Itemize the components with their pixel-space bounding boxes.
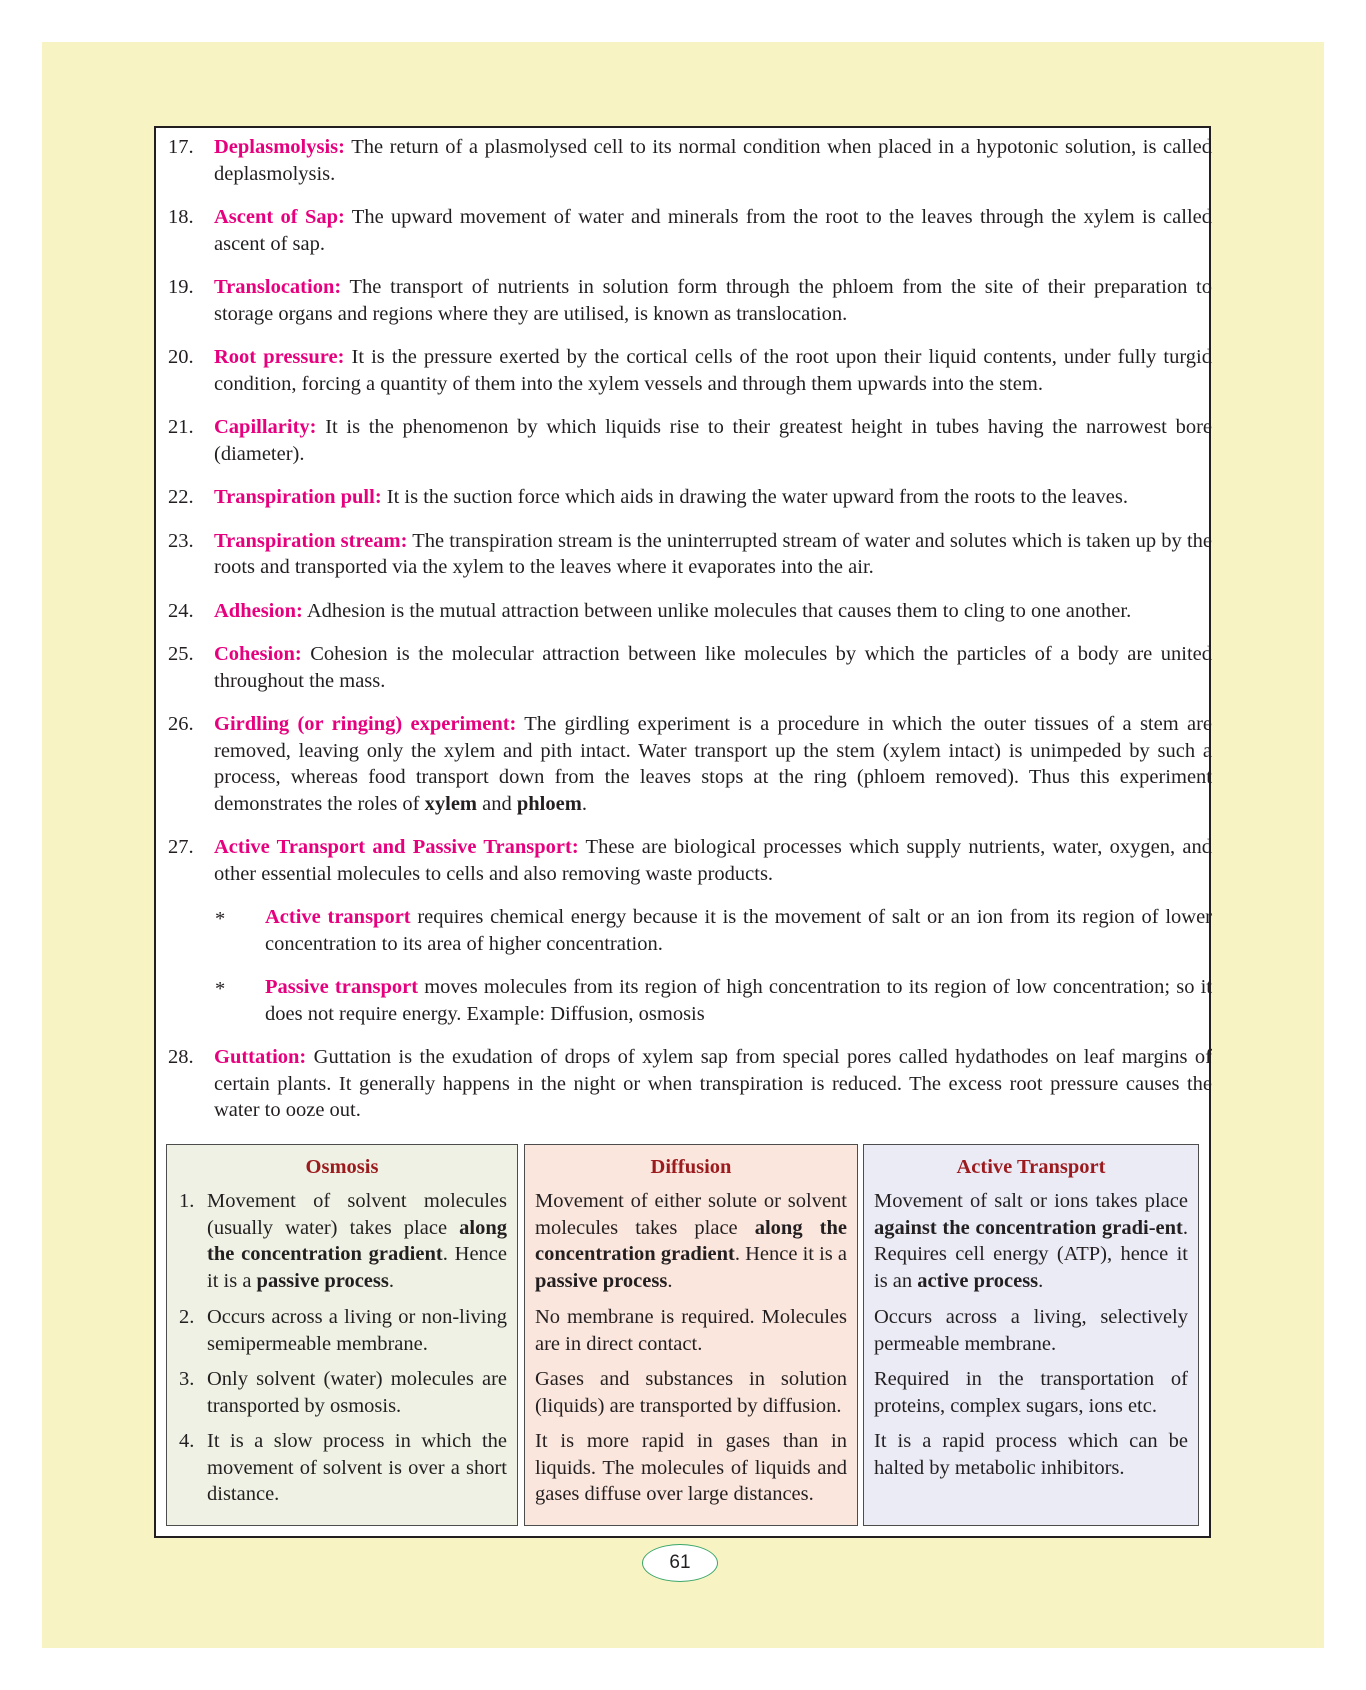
cell-text: . Hence it is a [207,1243,508,1292]
row-number: 4. [179,1430,195,1452]
sub-text: moves molecules from its region of high concentration to its region of low concentration; so it does not require energy. Example: Diffusion, osmosis [265,976,1212,1025]
osmosis-row-4 [177,1428,507,1508]
definition-term: Girdling (or ringing) experiment: [214,713,517,735]
definition-18 [166,204,1212,257]
definition-text: Cohesion is the molecular attraction between like molecules by which the particles of a body are united throughout the mass. [214,643,1212,692]
definition-term: Root pressure: [214,346,345,368]
definition-text: The upward movement of water and minerals from the root to the leaves through the xylem is called ascent of sap. [214,206,1212,255]
column-title: Diffusion [650,1156,732,1178]
cell-text: Gases and substances in solution (liquids) are transported by diffusion. [535,1368,847,1417]
definition-23 [166,528,1212,581]
sub-text: requires chemical energy because it is the movement of salt or an ion from its region of lower concentration to its area of higher concentration. [265,906,1212,955]
sub-term: Passive transport [265,976,419,998]
definition-number: 23. [168,529,194,552]
definition-text: It is the pressure exerted by the cortical cells of the root upon their liquid contents, under fully turgid condition, forcing a quantity of them into the xylem vessels and through them upwards into the stem. [214,346,1212,395]
content-panel [154,126,1211,1538]
osmosis-row-2 [177,1304,507,1356]
definition-text: Guttation is the exudation of drops of xylem sap from special pores called hydathodes on leaf margins of certain plants. It generally happens in the night or when transpiration is reduced. The excess root pressure causes the water to ooze out. [214,1046,1212,1121]
cell-text: . [388,1269,394,1292]
cell-text: Movement of either solute or solvent molecules takes place [535,1190,847,1239]
definition-text: It is the suction force which aids in drawing the water upward from the roots to the leaves. [381,486,1128,508]
active-row-4 [874,1428,1188,1481]
active-row-3 [874,1366,1188,1418]
sub-point-active-transport [166,904,1212,957]
definition-number: 25. [168,643,194,665]
diffusion-row-3 [535,1366,847,1418]
definition-21 [166,414,1212,467]
cell-text: Occurs across a living or non-living semipermeable membrane. [207,1306,507,1355]
definition-number: 17. [168,136,194,158]
cell-text: . Requires cell energy (ATP), hence it is an [874,1216,1188,1292]
definition-26 [166,711,1212,817]
active-row-2 [874,1304,1188,1356]
definition-term: Ascent of Sap: [214,206,345,228]
cell-text: . [667,1269,673,1292]
cell-text: Movement of solvent molecules (usually water) takes place [207,1190,507,1239]
definition-text-mid: and [477,792,517,815]
definition-term: Translocation: [214,276,342,298]
definition-term: Cohesion: [214,643,302,665]
sub-term: Active transport [265,906,411,928]
cell-bold: along the concentration gradient [207,1216,507,1265]
definition-term: Capillarity: [214,416,317,438]
cell-bold: against the concentration gradi-ent [874,1216,1183,1239]
definition-text: The transport of nutrients in solution form through the phloem from the site of their preparation to storage organs and regions where they are utilised, is known as translocation. [214,276,1212,325]
definition-text: The transpiration stream is the uninterrupted stream of water and solutes which is taken up by the roots and transported via the xylem to the leaves where it evaporates into the air. [214,529,1212,578]
definition-term: Deplasmolysis: [214,136,345,158]
sub-point-passive-transport [166,974,1212,1027]
definition-number: 19. [168,276,194,298]
active-transport-column [863,1144,1199,1526]
definition-27 [166,834,1212,887]
definition-text-end: . [581,792,587,815]
definition-20 [166,344,1212,397]
osmosis-row-1 [177,1188,507,1294]
cell-text: Required in the transportation of proteins, complex sugars, ions etc. [874,1368,1188,1417]
cell-text: Movement of salt or ions takes place [874,1190,1188,1212]
page-number: 61 [642,1544,718,1582]
definition-text: It is the phenomenon by which liquids rise to their greatest height in tubes having the narrowest bore (diameter). [214,416,1212,465]
column-title: Osmosis [305,1156,379,1178]
cell-text: . Hence it is a [734,1243,847,1265]
cell-bold: passive process [535,1269,668,1292]
definition-text: These are biological processes which supply nutrients, water, oxygen, and other essential molecules to cells and also removing waste products. [214,836,1212,885]
definition-number: 20. [168,346,194,368]
definition-25 [166,641,1212,694]
bullet-star: * [215,908,226,930]
definition-term: Guttation: [214,1046,307,1068]
definition-24 [166,598,1212,625]
definition-text: Adhesion is the mutual attraction between unlike molecules that causes them to cling to one another. [302,599,1132,622]
diffusion-column [524,1144,858,1526]
cell-text: . [1038,1269,1044,1292]
definition-term: Transpiration stream: [214,529,408,552]
cell-text: It is a rapid process which can be halted by metabolic inhibitors. [874,1430,1188,1479]
definition-term: Adhesion: [214,599,303,622]
definition-text: The return of a plasmolysed cell to its normal condition when placed in a hypotonic solution, is called deplasmolysis. [214,136,1212,185]
cell-bold: active process [917,1269,1039,1292]
row-number: 1. [179,1190,195,1212]
column-title: Active Transport [956,1156,1106,1178]
cell-text: Occurs across a living, selectively permeable membrane. [874,1306,1188,1355]
active-row-1 [874,1188,1188,1294]
row-number: 2. [179,1306,195,1328]
definition-17 [166,134,1212,187]
cell-text: It is more rapid in gases than in liquids. The molecules of liquids and gases diffuse over large distances. [535,1430,847,1505]
cell-text: Only solvent (water) molecules are transported by osmosis. [207,1368,507,1417]
definition-22 [166,484,1212,511]
osmosis-row-3 [177,1366,507,1418]
definition-number: 18. [168,206,194,228]
definitions-list [166,134,1212,1141]
cell-bold: along the concentration gradient [535,1216,847,1265]
bullet-star: * [215,978,226,1000]
definition-text: The girdling experiment is a procedure in which the outer tissues of a stem are removed, leaving only the xylem and pith intact. Water transport up the stem (xylem intact) is unimpeded by such a process, whereas food transport down from the leaves stops at the ring (phloem removed). Thus this experiment demonstrates the roles of [214,713,1212,815]
row-number: 3. [179,1368,195,1390]
diffusion-row-4 [535,1428,847,1508]
definition-number: 26. [168,713,194,735]
definition-term: Active Transport and Passive Transport: [214,836,579,858]
diffusion-row-1 [535,1188,847,1294]
cell-text: It is a slow process in which the movement of solvent is over a short distance. [207,1430,507,1505]
bold-term-phloem: phloem [516,792,582,815]
definition-number: 21. [168,416,194,438]
definition-term: Transpiration pull: [214,486,382,508]
cell-bold: passive process [256,1269,389,1292]
definition-number: 28. [168,1046,194,1068]
bold-term-xylem: xylem [424,792,478,815]
cell-text: No membrane is required. Molecules are in direct contact. [535,1306,847,1355]
definition-19 [166,274,1212,327]
definition-number: 22. [168,486,194,508]
osmosis-column [166,1144,518,1526]
definition-number: 24. [168,599,194,622]
definition-28 [166,1044,1212,1124]
diffusion-row-2 [535,1304,847,1356]
definition-number: 27. [168,836,194,858]
